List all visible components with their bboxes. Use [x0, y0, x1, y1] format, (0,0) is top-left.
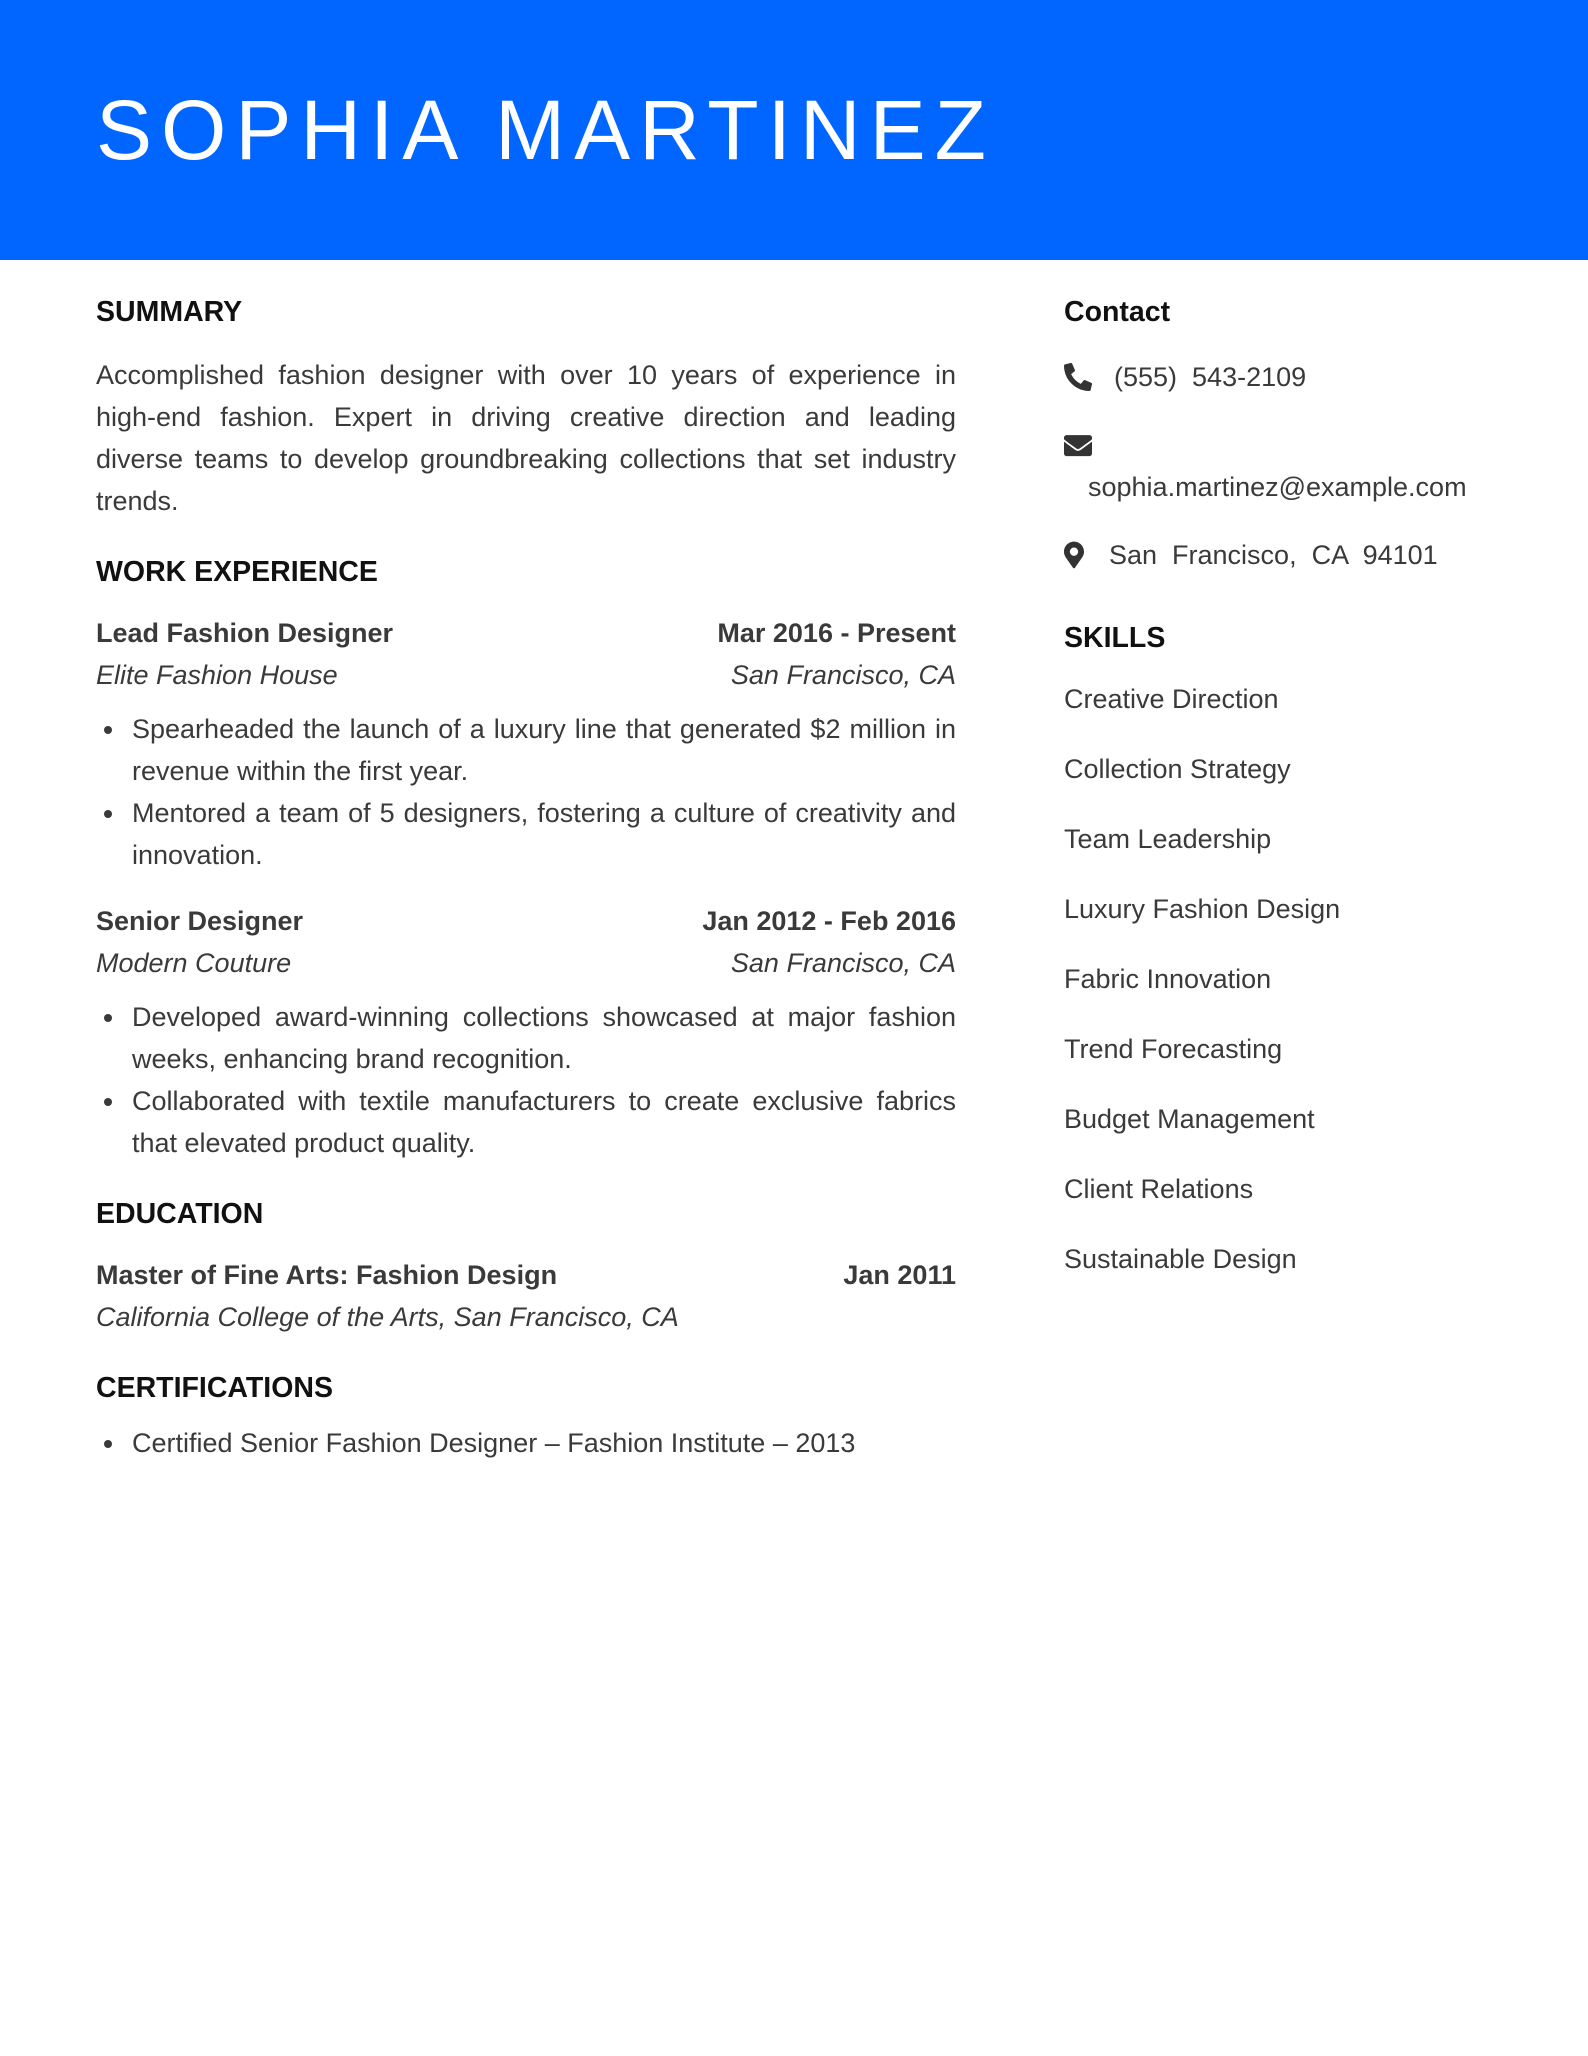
skills-section — [1064, 616, 1504, 1280]
job-company: Elite Fashion House — [96, 660, 338, 690]
degree: Master of Fine Arts: Fashion Design — [96, 1260, 558, 1290]
work-experience-heading: WORK EXPERIENCE — [96, 556, 378, 588]
header-banner — [0, 0, 1588, 260]
job-dates: Mar 2016 - Present — [717, 618, 956, 648]
summary-text: Accomplished fashion designer with over 10 years of experience in high-end fashion. Expert in driving creative direction and leading diverse teams to develop groundbreaking collections that set industry trends. — [96, 360, 956, 516]
summary-section — [96, 290, 956, 522]
skills-list — [1064, 678, 1504, 1280]
job-entry — [96, 900, 956, 1164]
certifications-section — [96, 1366, 956, 1464]
job-dates: Jan 2012 - Feb 2016 — [702, 906, 956, 936]
email-address[interactable]: sophia.martinez@example.com — [1088, 472, 1467, 502]
job-title: Lead Fashion Designer — [96, 618, 394, 648]
job-bullet: Developed award-winning collections showcased at major fashion weeks, enhancing brand recognition. — [96, 996, 956, 1080]
certifications-list — [96, 1422, 956, 1464]
job-entry — [96, 612, 956, 876]
contact-section — [1064, 290, 1504, 576]
skill-item: Creative Direction — [1064, 684, 1279, 714]
job-bullets — [96, 708, 956, 876]
certification-item: Certified Senior Fashion Designer – Fashion Institute – 2013 — [96, 1422, 956, 1464]
skill-item: Fabric Innovation — [1064, 964, 1272, 994]
sidebar-column — [1064, 290, 1504, 1308]
job-location: San Francisco, CA — [730, 948, 956, 978]
location-text: San Francisco, CA 94101 — [1109, 540, 1438, 570]
candidate-name: SOPHIA MARTINEZ — [96, 83, 995, 177]
work-experience-section — [96, 550, 956, 1164]
contact-phone — [1064, 356, 1504, 398]
contact-heading: Contact — [1064, 296, 1171, 328]
skill-item: Trend Forecasting — [1064, 1034, 1283, 1064]
skill-item: Client Relations — [1064, 1174, 1254, 1204]
skill-item: Luxury Fashion Design — [1064, 894, 1341, 924]
contact-email — [1064, 426, 1504, 508]
job-company: Modern Couture — [96, 948, 292, 978]
job-bullet: Mentored a team of 5 designers, fostering a culture of creativity and innovation. — [96, 792, 956, 876]
skill-item: Collection Strategy — [1064, 754, 1291, 784]
phone-icon — [1064, 356, 1114, 398]
job-location: San Francisco, CA — [730, 660, 956, 690]
phone-number[interactable]: (555) 543-2109 — [1114, 362, 1307, 392]
education-heading: EDUCATION — [96, 1198, 264, 1230]
skills-heading: SKILLS — [1064, 622, 1166, 654]
contact-location — [1064, 534, 1504, 576]
job-title: Senior Designer — [96, 906, 304, 936]
job-bullets — [96, 996, 956, 1164]
job-bullet: Collaborated with textile manufacturers to create exclusive fabrics that elevated product quality. — [96, 1080, 956, 1164]
map-marker-icon — [1064, 534, 1109, 576]
education-section — [96, 1192, 956, 1338]
skill-item: Team Leadership — [1064, 824, 1272, 854]
envelope-icon — [1064, 426, 1114, 466]
degree-date: Jan 2011 — [843, 1260, 956, 1290]
skill-item: Sustainable Design — [1064, 1244, 1297, 1274]
skill-item: Budget Management — [1064, 1104, 1315, 1134]
school: California College of the Arts, San Francisco, CA — [96, 1302, 679, 1332]
certifications-heading: CERTIFICATIONS — [96, 1372, 333, 1404]
main-column — [96, 290, 956, 1464]
job-bullet: Spearheaded the launch of a luxury line that generated $2 million in revenue within the first year. — [96, 708, 956, 792]
summary-heading: SUMMARY — [96, 296, 243, 328]
